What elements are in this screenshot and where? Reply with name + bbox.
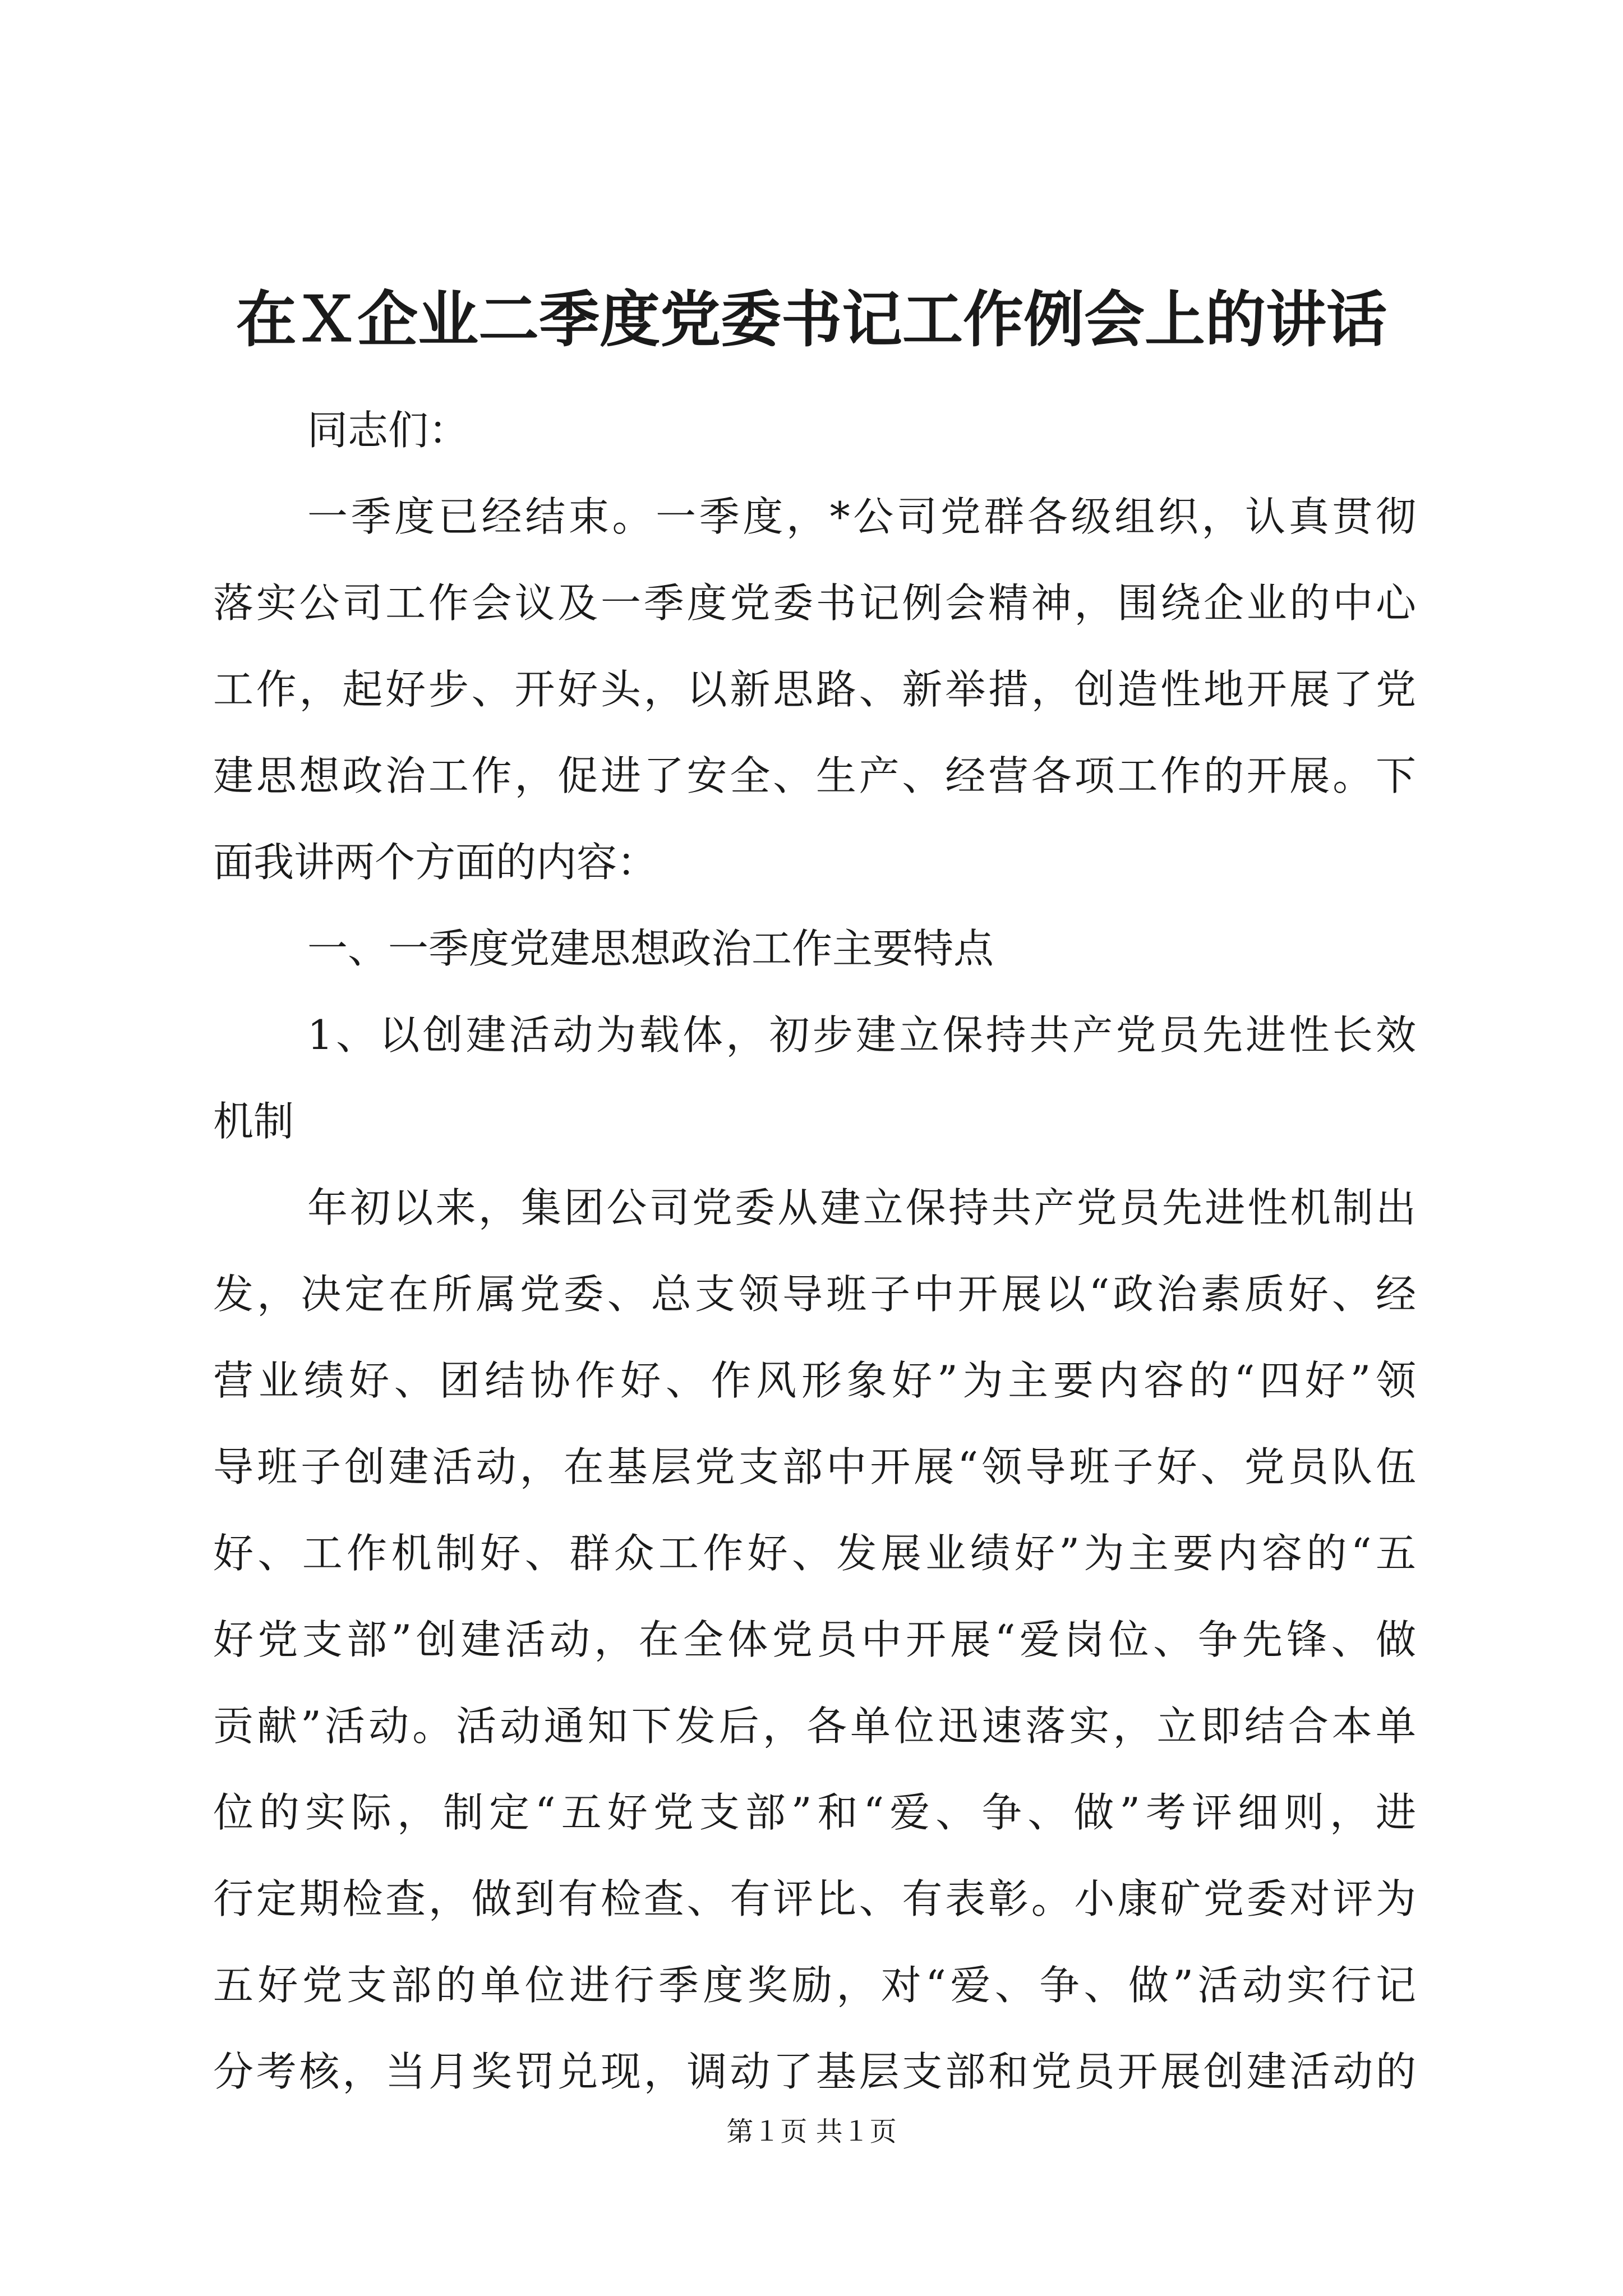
paragraph-line: 建思想政治工作，促进了安全、生产、经营各项工作的开展。下 <box>213 752 1416 799</box>
paragraph-line: 位的实际，制定“五好党支部”和“爱、争、做”考评细则，进 <box>213 1789 1416 1836</box>
page-footer: 第１页 共１页 <box>726 2116 897 2147</box>
paragraph-line: 落实公司工作会议及一季度党委书记例会精神，围绕企业的中心 <box>213 579 1416 627</box>
paragraph-line: 营业绩好、团结协作好、作风形象好”为主要内容的“四好”领 <box>213 1357 1416 1404</box>
paragraph-line: 同志们： <box>307 407 469 454</box>
paragraph-line: 贡献”活动。活动通知下发后，各单位迅速落实，立即结合本单 <box>213 1703 1416 1750</box>
document-title: 在Ｘ企业二季度党委书记工作例会上的讲话 <box>236 284 1387 355</box>
paragraph-line: 1、以创建活动为载体，初步建立保持共产党员先进性长效 <box>307 1011 1416 1059</box>
paragraph-line: 年初以来，集团公司党委从建立保持共产党员先进性机制出 <box>307 1184 1416 1231</box>
paragraph-line: 好、工作机制好、群众工作好、发展业绩好”为主要内容的“五 <box>213 1530 1416 1577</box>
paragraph-line: 机制 <box>213 1098 294 1145</box>
paragraph-line: 分考核，当月奖罚兑现，调动了基层支部和党员开展创建活动的 <box>213 2048 1416 2095</box>
paragraph-line: 导班子创建活动，在基层党支部中开展“领导班子好、党员队伍 <box>213 1443 1416 1490</box>
paragraph-line: 五好党支部的单位进行季度奖励，对“爱、争、做”活动实行记 <box>213 1962 1416 2009</box>
document-body <box>213 387 1416 2115</box>
paragraph-line: 工作，起好步、开好头，以新思路、新举措，创造性地开展了党 <box>213 666 1416 713</box>
paragraph-line: 发，决定在所属党委、总支领导班子中开展以“政治素质好、经 <box>213 1271 1416 1318</box>
paragraph-line: 行定期检查，做到有检查、有评比、有表彰。小康矿党委对评为 <box>213 1875 1416 1922</box>
paragraph-line: 一、一季度党建思想政治工作主要特点 <box>307 925 994 972</box>
paragraph-line: 面我讲两个方面的内容： <box>213 839 658 886</box>
paragraph-line: 好党支部”创建活动，在全体党员中开展“爱岗位、争先锋、做 <box>213 1616 1416 1663</box>
paragraph-line: 一季度已经结束。一季度，*公司党群各级组织，认真贯彻 <box>307 493 1416 540</box>
